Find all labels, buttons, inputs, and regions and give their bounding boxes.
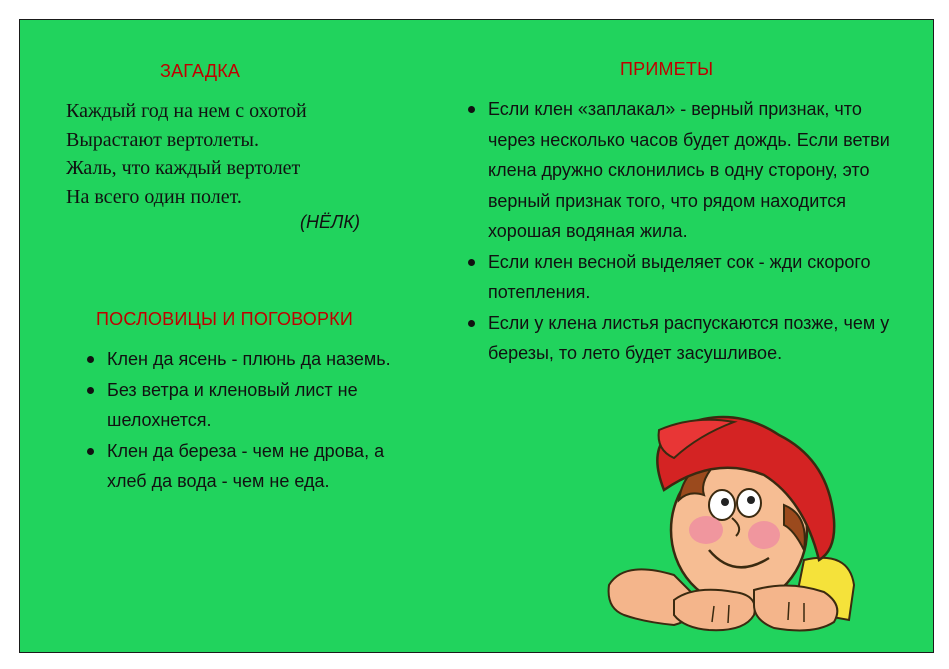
riddle-line: На всего один полет. [66,185,242,208]
riddle-heading: ЗАГАДКА [160,61,241,81]
cartoon-boy-illustration [604,410,874,640]
list-item: Если у клена листья распускаются позже, чем у березы, то лето будет засушливое. [468,308,898,369]
signs-list [468,94,898,369]
list-item: Если клен «заплакал» - верный признак, что через несколько часов будет дождь. Если ветви клена дружно склонились в одну сторону, это верный признак того, что рядом находится хорошая водяная жила. [468,94,898,247]
riddle-poem [66,97,307,211]
riddle-line: Жаль, что каждый вертолет [66,157,301,179]
proverbs-heading: ПОСЛОВИЦЫ И ПОГОВОРКИ [96,309,353,329]
list-item: Клен да береза - чем не дрова, а хлеб да вода - чем не еда. [87,436,407,497]
signs-heading: ПРИМЕТЫ [620,59,714,79]
riddle-line: Вырастают вертолеты. [66,128,259,151]
list-item: Без ветра и кленовый лист не шелохнется. [87,375,407,436]
riddle-answer: (НЁЛК) [300,212,360,232]
list-item: Клен да ясень - плюнь да наземь. [87,344,407,375]
riddle-line: Каждый год на нем с охотой [66,100,307,122]
proverbs-list [87,344,407,497]
list-item: Если клен весной выделяет сок - жди скорого потепления. [468,247,898,308]
